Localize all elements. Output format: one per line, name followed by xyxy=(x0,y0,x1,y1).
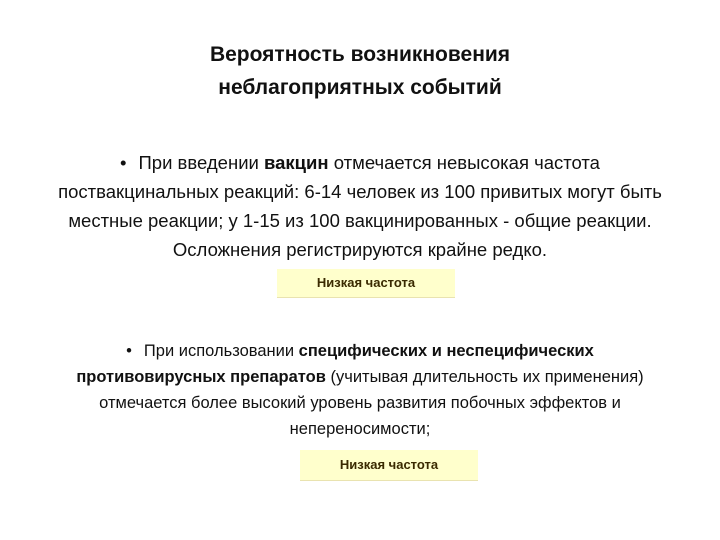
vaccine-line-3: местные реакции; у 1-15 из 100 вакцинированных - общие реакции. xyxy=(68,210,652,231)
slide-title xyxy=(0,38,720,104)
antiviral-line-1 xyxy=(30,338,690,364)
vaccine-paragraph xyxy=(30,148,690,264)
antiviral-keyword-2: противовирусных препаратов xyxy=(76,368,326,386)
vaccine-line-2: поствакцинальных реакций: 6-14 человек из 100 привитых могут быть xyxy=(58,181,662,202)
bullet-icon: • xyxy=(120,152,127,173)
low-frequency-badge-2: Низкая частота xyxy=(300,450,478,481)
vaccine-line-1-start: При введении xyxy=(138,152,264,173)
vaccine-line-1 xyxy=(30,148,690,177)
bullet-icon: • xyxy=(126,342,132,360)
antiviral-line-4: непереносимости; xyxy=(289,420,431,438)
vaccine-line-4: Осложнения регистрируются крайне редко. xyxy=(172,239,548,260)
antiviral-line-2-end: (учитывая длительность их применения) xyxy=(325,368,644,386)
low-frequency-badge-1: Низкая частота xyxy=(277,269,455,298)
antiviral-line-2 xyxy=(30,364,690,390)
antiviral-paragraph xyxy=(30,338,690,442)
antiviral-keyword-1: специфических и неспецифических xyxy=(298,342,594,360)
title-line-1: Вероятность возникновения xyxy=(209,43,511,66)
antiviral-line-1-start: При использовании xyxy=(143,342,299,360)
vaccine-line-1-end: отмечается невысокая частота xyxy=(328,152,600,173)
title-line-2: неблагоприятных событий xyxy=(218,76,502,99)
vaccine-keyword: вакцин xyxy=(264,152,329,173)
antiviral-line-3: отмечается более высокий уровень развития побочных эффектов и xyxy=(99,394,621,412)
